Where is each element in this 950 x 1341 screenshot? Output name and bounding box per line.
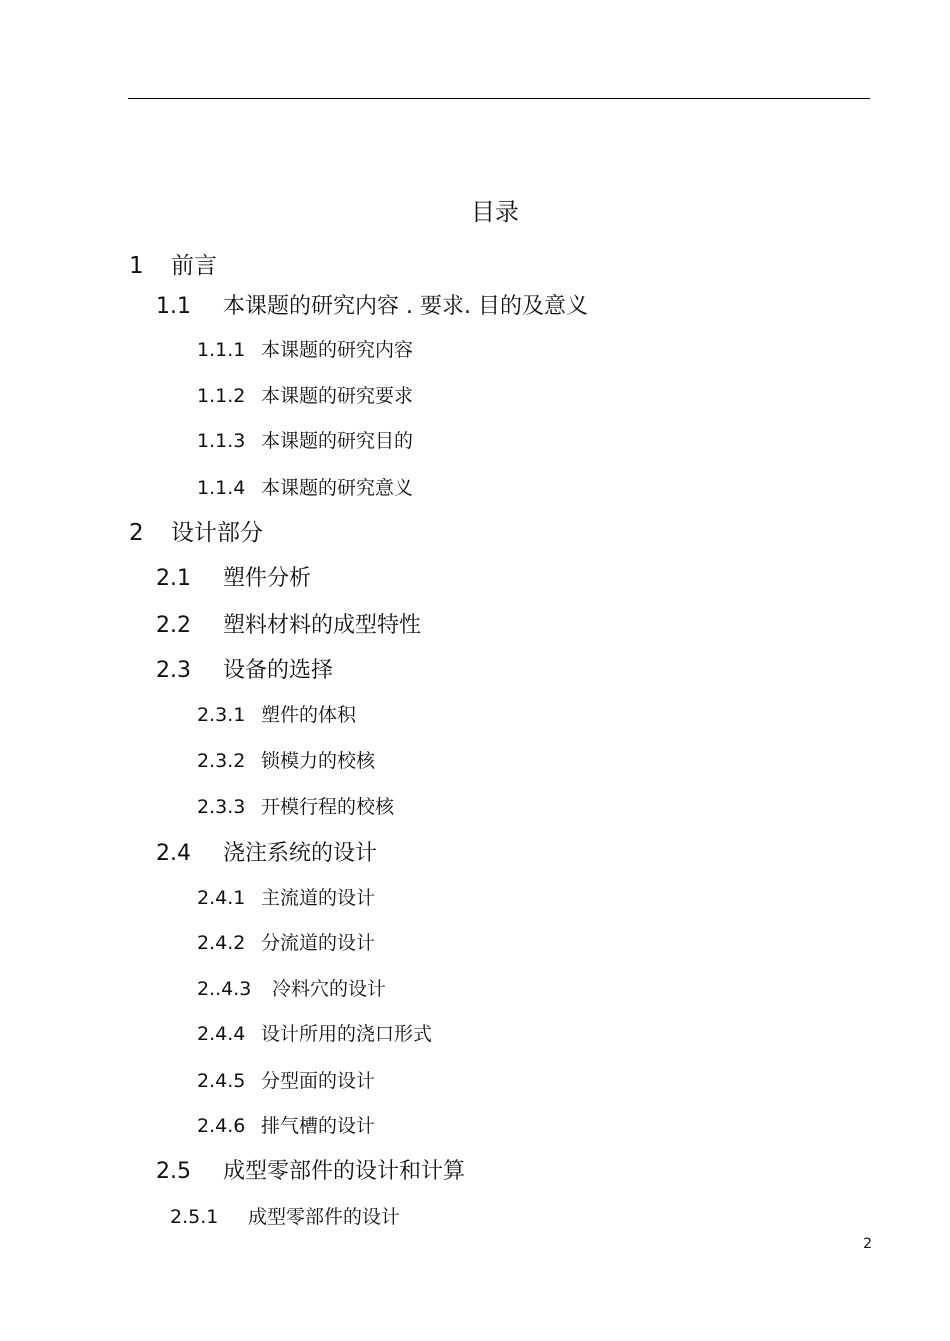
toc-entry-title: 分流道的设计 (261, 932, 376, 954)
toc-entry (197, 475, 413, 501)
toc-entry-number: 2.4.2 (197, 932, 246, 954)
toc-entry-number: 2 (129, 520, 144, 546)
toc-entry-title: 成型零部件的设计 (248, 1206, 401, 1228)
toc-entry-number: 2..4.3 (197, 978, 252, 1000)
toc-entry-title: 排气槽的设计 (261, 1115, 376, 1137)
toc-entry-title: 分型面的设计 (261, 1070, 376, 1092)
toc-entry-number: 2.1 (156, 566, 191, 591)
toc-entry (197, 748, 375, 774)
page-number: 2 (863, 1236, 872, 1252)
toc-entry-number: 2.3.3 (197, 796, 246, 818)
toc-entry (197, 428, 413, 454)
toc-entry-number: 1.1.4 (197, 477, 246, 499)
toc-entry (156, 1157, 465, 1187)
toc-entry-title: 塑件的体积 (261, 704, 357, 726)
toc-entry-number: 2.4.6 (197, 1115, 246, 1137)
toc-entry (197, 1021, 432, 1047)
toc-entry-number: 1.1.3 (197, 430, 246, 452)
header-rule (128, 98, 870, 99)
toc-entry (197, 794, 394, 820)
toc-title: 目录 (471, 198, 519, 226)
toc-entry-title: 浇注系统的设计 (223, 841, 378, 866)
toc-entry-title: 设计部分 (171, 520, 263, 546)
toc-entry-title: 开模行程的校核 (261, 796, 395, 818)
toc-entry-title: 塑料材料的成型特性 (223, 613, 422, 638)
toc-entry (156, 292, 588, 322)
toc-entry (197, 976, 386, 1002)
toc-entry-number: 2.3 (156, 658, 191, 683)
toc-entry-title: 前言 (171, 253, 217, 279)
toc-entry (170, 1204, 400, 1230)
toc-entry (197, 885, 375, 911)
toc-entry-title: 主流道的设计 (261, 887, 376, 909)
toc-entry (197, 930, 375, 956)
toc-entry (197, 383, 413, 409)
toc-entry (129, 518, 263, 548)
toc-entry (156, 611, 421, 641)
toc-entry (156, 564, 311, 594)
toc-entry-number: 1 (129, 253, 144, 279)
toc-entry (156, 839, 377, 869)
toc-entry-title: 成型零部件的设计和计算 (223, 1159, 466, 1184)
toc-entry-number: 1.1.1 (197, 339, 246, 361)
toc-entry-title: 本课题的研究目的 (261, 430, 414, 452)
toc-entry (197, 1113, 375, 1139)
toc-entry-number: 2.4.4 (197, 1023, 246, 1045)
toc-entry-title: 塑件分析 (223, 566, 312, 591)
toc-entry-title: 设备的选择 (223, 658, 334, 683)
toc-entry-title: 本课题的研究内容 (261, 339, 414, 361)
toc-entry (197, 337, 413, 363)
toc-entry (129, 251, 217, 281)
toc-entry-title: 锁模力的校核 (261, 750, 376, 772)
toc-entry-title: 本课题的研究要求 (261, 385, 414, 407)
toc-entry (156, 656, 333, 686)
toc-entry-number: 1.1 (156, 294, 191, 319)
toc-entry-number: 2.3.2 (197, 750, 246, 772)
toc-entry (197, 702, 356, 728)
toc-entry-number: 2.4 (156, 841, 191, 866)
toc-entry-number: 2.3.1 (197, 704, 246, 726)
toc-entry-title: 冷料穴的设计 (272, 978, 387, 1000)
toc-entry-number: 2.4.5 (197, 1070, 246, 1092)
toc-entry-number: 2.5.1 (170, 1206, 219, 1228)
toc-entry-title: 本课题的研究意义 (261, 477, 414, 499)
toc-entry-title: 本课题的研究内容 . 要求. 目的及意义 (223, 294, 588, 319)
toc-entry-number: 2.4.1 (197, 887, 246, 909)
toc-entry-number: 2.5 (156, 1159, 191, 1184)
toc-entry-title: 设计所用的浇口形式 (261, 1023, 433, 1045)
toc-entry (197, 1068, 375, 1094)
toc-entry-number: 1.1.2 (197, 385, 246, 407)
toc-entry-number: 2.2 (156, 613, 191, 638)
